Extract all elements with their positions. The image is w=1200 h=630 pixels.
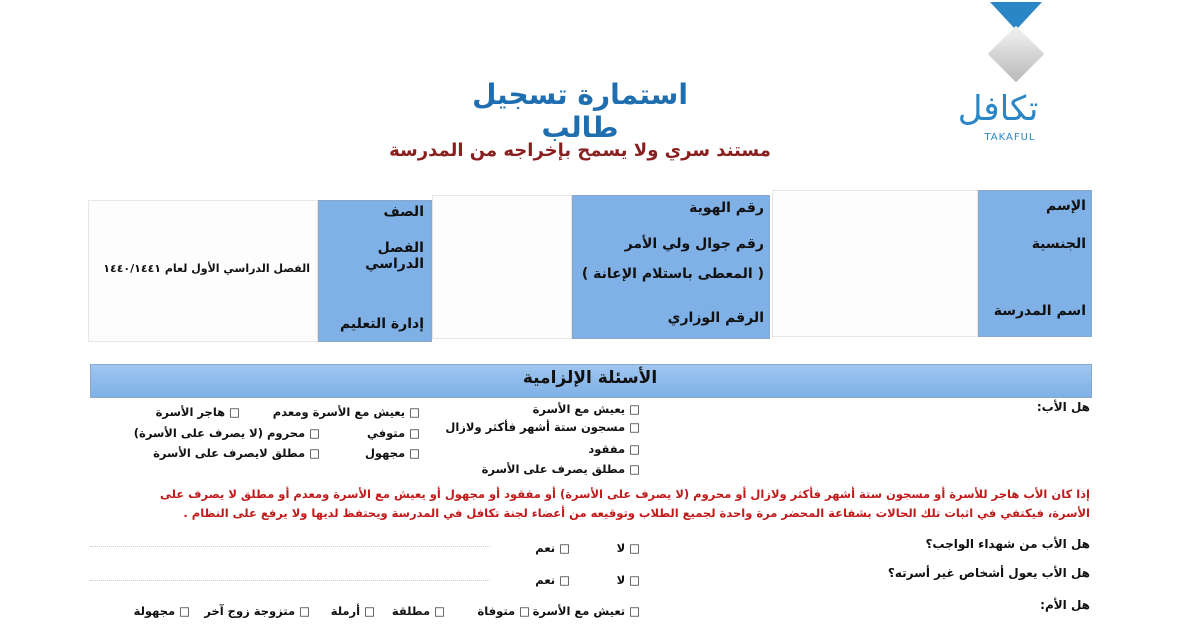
- father-opt-deprived[interactable]: □ محروم (لا يصرف على الأسرة): [133, 426, 320, 440]
- guardian-mobile-label: رقم جوال ولي الأمر: [624, 236, 764, 252]
- logo-subtext: TAKAFUL: [984, 132, 1036, 143]
- supports-yes-option[interactable]: □ نعم: [535, 573, 570, 587]
- mother-question: هل الأم:: [1040, 598, 1090, 612]
- education-dept-label: إدارة التعليم: [339, 316, 424, 332]
- martyr-no-option[interactable]: □ لا: [616, 541, 640, 555]
- father-opt-lives-with-family[interactable]: □ يعيش مع الأسرة: [532, 402, 640, 416]
- section-title: الأسئلة الإلزامية: [522, 368, 658, 388]
- martyr-yes-option[interactable]: □ نعم: [535, 541, 570, 555]
- note-line-2: الأسرة، فيكتفي في اثبات تلك الحالات بشفاعة المحضر مرة واحدة لجميع الطلاب وتوقيعه من أعضاء لجنة تكافل في المدرسة ويحتفظ لديها ولا يرفع على النظام .: [183, 506, 1090, 520]
- logo-diamond: [988, 26, 1045, 83]
- note-line-1: إذا كان الأب هاجر للأسرة أو مسجون ستة أشهر فأكثر ولازال أو محروم (لا يصرف على الأسرة) أو مفقود أو مجهول أو يعيش مع الأسرة ومعدم أو مطلق لا يصرف على: [159, 487, 1090, 501]
- father-opt-abandoned[interactable]: □ هاجر الأسرة: [155, 405, 240, 419]
- supports-no-option[interactable]: □ لا: [616, 573, 640, 587]
- ministry-number-label: الرقم الوزاري: [667, 310, 764, 326]
- semester-value: الفصل الدراسي الأول لعام ١٤٤٠/١٤٤١: [103, 262, 310, 275]
- logo-text: تكافل: [957, 89, 1039, 129]
- mother-opt-divorced[interactable]: □ مطلقة: [391, 604, 445, 618]
- father-opt-deceased[interactable]: □ متوفي: [366, 426, 420, 440]
- guardian-mobile-note: ( المعطى باستلام الإعانة ): [581, 266, 764, 282]
- mother-opt-unknown[interactable]: □ مجهولة: [133, 604, 190, 618]
- martyr-question: هل الأب من شهداء الواجب؟: [925, 537, 1090, 551]
- supports-answer-line: [90, 580, 490, 581]
- martyr-answer-line: [90, 546, 490, 547]
- father-opt-divorced-supporting[interactable]: □ مطلق يصرف على الأسرة: [481, 462, 640, 476]
- supports-question: هل الأب يعول أشخاص غير أسرته؟: [887, 566, 1090, 580]
- father-opt-divorced-not-supporting[interactable]: □ مطلق لايصرف على الأسرة: [153, 446, 320, 460]
- name-value-box[interactable]: [772, 190, 978, 337]
- father-opt-lives-poor[interactable]: □ يعيش مع الأسرة ومعدم: [272, 405, 420, 419]
- name-label: الإسم: [1046, 198, 1086, 214]
- semester-label: الفصل الدراسي: [365, 240, 424, 272]
- father-opt-missing[interactable]: □ مفقود: [588, 442, 640, 456]
- id-value-box[interactable]: [432, 195, 572, 339]
- mother-opt-deceased[interactable]: □ متوفاة: [477, 604, 530, 618]
- page-title: استمارة تسجيل طالب: [472, 78, 688, 144]
- id-number-label: رقم الهوية: [689, 200, 764, 216]
- mother-opt-lives-with-family[interactable]: □ تعيش مع الأسرة: [532, 604, 640, 618]
- father-question: هل الأب:: [1036, 400, 1090, 414]
- father-opt-imprisoned[interactable]: □ مسجون ستة أشهر فأكثر ولازال: [445, 420, 640, 434]
- grade-label: الصف: [383, 204, 424, 220]
- mother-opt-remarried[interactable]: □ متزوجة زوج آخر: [204, 604, 310, 618]
- school-name-label: اسم المدرسة: [993, 303, 1086, 319]
- nationality-label: الجنسية: [1031, 236, 1086, 252]
- mother-opt-widow[interactable]: □ أرملة: [330, 604, 375, 618]
- page-subtitle: مستند سري ولا يسمح بإخراجه من المدرسة: [389, 140, 771, 161]
- father-opt-unknown[interactable]: □ مجهول: [364, 446, 420, 460]
